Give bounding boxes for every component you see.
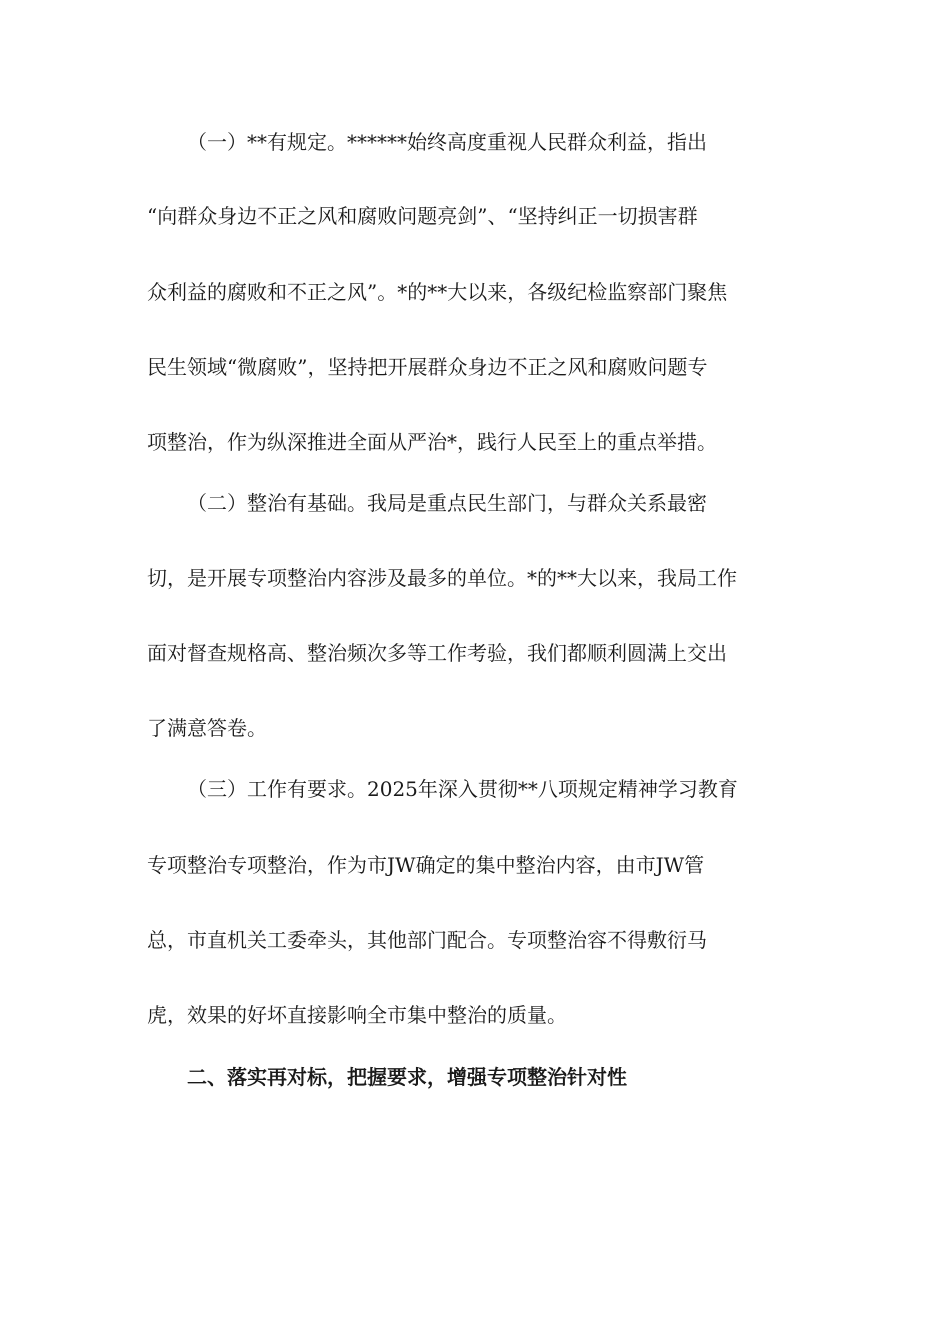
paragraph-1-line-4: 民生领域“微腐败”，坚持把开展群众身边不正之风和腐败问题专 [147,355,708,379]
paragraph-2-line-2: 切，是开展专项整治内容涉及最多的单位。*的**大以来，我局工作 [147,566,737,590]
paragraph-2-line-4: 了满意答卷。 [147,716,267,740]
paragraph-1-line-2: “向群众身边不正之风和腐败问题亮剑”、“坚持纠正一切损害群 [147,204,698,228]
paragraph-1-line-5: 项整治，作为纵深推进全面从严治*，践行人民至上的重点举措。 [147,430,717,454]
paragraph-3-line-4: 虎，效果的好坏直接影响全市集中整治的质量。 [147,1003,567,1027]
paragraph-1-line-3: 众利益的腐败和不正之风”。*的**大以来，各级纪检监察部门聚焦 [147,280,728,304]
section-heading: 二、落实再对标，把握要求，增强专项整治针对性 [187,1065,627,1089]
paragraph-2-line-3: 面对督查规格高、整治频次多等工作考验，我们都顺利圆满上交出 [147,641,727,665]
paragraph-3-line-1: （三）工作有要求。2025年深入贯彻**八项规定精神学习教育 [187,777,738,801]
paragraph-3-line-3: 总，市直机关工委牵头，其他部门配合。专项整治容不得敷衍马 [147,928,707,952]
paragraph-1-line-1: （一）**有规定。******始终高度重视人民群众利益，指出 [187,130,707,154]
paragraph-2-line-1: （二）整治有基础。我局是重点民生部门，与群众关系最密 [187,491,707,515]
paragraph-3-line-2: 专项整治专项整治，作为市JW确定的集中整治内容，由市JW管 [147,853,705,877]
